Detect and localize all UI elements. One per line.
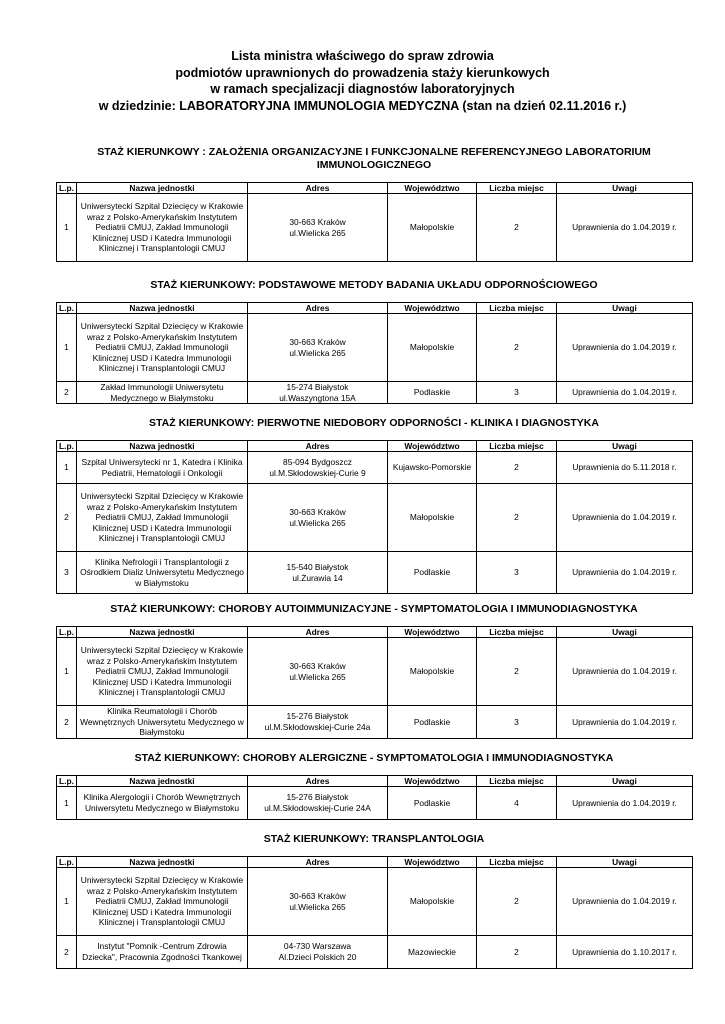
cell-voivodeship: Małopolskie xyxy=(388,314,477,382)
cell-address xyxy=(248,706,388,739)
cell-name: Klinika Alergologii i Chorób Wewnętrznych Uniwersytetu Medycznego w Białymstoku xyxy=(77,787,248,820)
header-places: Liczba miejsc xyxy=(477,303,557,314)
header-lp: L.p. xyxy=(57,303,77,314)
institutions-table xyxy=(56,775,693,820)
cell-address xyxy=(248,382,388,404)
institutions-table xyxy=(56,302,693,404)
section-heading xyxy=(56,603,692,616)
section-3 xyxy=(56,417,692,594)
cell-places: 3 xyxy=(477,552,557,594)
cell-address xyxy=(248,936,388,969)
header-remarks: Uwagi xyxy=(557,183,693,194)
header-address: Adres xyxy=(248,183,388,194)
title-line-3: w ramach specjalizacji diagnostów laboratoryjnych xyxy=(210,82,515,96)
table-header-row xyxy=(57,441,693,452)
institutions-table xyxy=(56,856,693,969)
section-heading-line: STAŻ KIERUNKOWY : ZAŁOŻENIA ORGANIZACYJNE I FUNKCJONALNE REFERENCYJNEGO LABORATORIUM xyxy=(97,146,651,158)
table-row xyxy=(57,868,693,936)
header-remarks: Uwagi xyxy=(557,303,693,314)
table-row xyxy=(57,552,693,594)
header-remarks: Uwagi xyxy=(557,857,693,868)
cell-lp: 3 xyxy=(57,552,77,594)
address-line: ul.Wielicka 265 xyxy=(289,671,346,682)
cell-places: 2 xyxy=(477,868,557,936)
address-line: 30-663 Kraków xyxy=(289,216,346,227)
cell-voivodeship: Podlaskie xyxy=(388,382,477,404)
address-line: ul.Żurawia 14 xyxy=(292,572,343,583)
header-address: Adres xyxy=(248,441,388,452)
cell-lp: 1 xyxy=(57,787,77,820)
cell-voivodeship: Małopolskie xyxy=(388,194,477,262)
table-header-row xyxy=(57,627,693,638)
cell-lp: 1 xyxy=(57,638,77,706)
cell-places: 2 xyxy=(477,484,557,552)
cell-name: Szpital Uniwersytecki nr 1, Katedra i Klinika Pediatrii, Hematologii i Onkologii xyxy=(77,452,248,484)
section-heading xyxy=(56,833,692,846)
header-voivodeship: Województwo xyxy=(388,303,477,314)
cell-address xyxy=(248,452,388,484)
cell-remarks: Uprawnienia do 1.04.2019 r. xyxy=(557,484,693,552)
cell-places: 2 xyxy=(477,194,557,262)
cell-remarks: Uprawnienia do 1.04.2019 r. xyxy=(557,382,693,404)
address-line: 15-540 Białystok xyxy=(286,561,349,572)
header-places: Liczba miejsc xyxy=(477,627,557,638)
section-heading xyxy=(56,752,692,765)
header-name: Nazwa jednostki xyxy=(77,627,248,638)
cell-address xyxy=(248,314,388,382)
cell-remarks: Uprawnienia do 1.04.2019 r. xyxy=(557,706,693,739)
cell-voivodeship: Kujawsko-Pomorskie xyxy=(388,452,477,484)
cell-lp: 1 xyxy=(57,452,77,484)
header-places: Liczba miejsc xyxy=(477,183,557,194)
header-address: Adres xyxy=(248,776,388,787)
cell-address xyxy=(248,552,388,594)
section-heading xyxy=(56,279,692,292)
cell-lp: 2 xyxy=(57,936,77,969)
section-heading xyxy=(56,146,692,172)
cell-name: Uniwersytecki Szpital Dziecięcy w Krakowie wraz z Polsko-Amerykańskim Instytutem Pediatrii CMUJ, Zakład Immunologii Klinicznej USD i Katedra Immunologii Klinicznej i Transplantologii CMUJ xyxy=(77,638,248,706)
header-address: Adres xyxy=(248,857,388,868)
cell-name: Uniwersytecki Szpital Dziecięcy w Krakowie wraz z Polsko-Amerykańskim Instytutem Pediatrii CMUJ, Zakład Immunologii Klinicznej USD i Katedra Immunologii Klinicznej i Transplantologii CMUJ xyxy=(77,194,248,262)
cell-remarks: Uprawnienia do 1.04.2019 r. xyxy=(557,194,693,262)
header-remarks: Uwagi xyxy=(557,776,693,787)
cell-remarks: Uprawnienia do 5.11.2018 r. xyxy=(557,452,693,484)
header-voivodeship: Województwo xyxy=(388,776,477,787)
cell-name: Zakład Immunologii Uniwersytetu Medycznego w Białymstoku xyxy=(77,382,248,404)
cell-name: Klinika Reumatologii i Chorób Wewnętrznych Uniwersytetu Medycznego w Białymstoku xyxy=(77,706,248,739)
title-line-4: w dziedzinie: LABORATORYJNA IMMUNOLOGIA MEDYCZNA (stan na dzień 02.11.2016 r.) xyxy=(98,98,627,113)
cell-places: 3 xyxy=(477,382,557,404)
section-heading-line: STAŻ KIERUNKOWY: CHOROBY ALERGICZNE - SYMPTOMATOLOGIA I IMMUNODIAGNOSTYKA xyxy=(134,752,614,764)
header-places: Liczba miejsc xyxy=(477,857,557,868)
header-voivodeship: Województwo xyxy=(388,857,477,868)
page-title xyxy=(0,48,725,114)
address-line: ul.Waszyngtona 15A xyxy=(279,392,356,403)
header-lp: L.p. xyxy=(57,627,77,638)
header-name: Nazwa jednostki xyxy=(77,303,248,314)
cell-places: 3 xyxy=(477,706,557,739)
address-line: ul.M.Skłodowskiej-Curie 24a xyxy=(264,722,371,732)
cell-lp: 1 xyxy=(57,868,77,936)
cell-address xyxy=(248,194,388,262)
header-name: Nazwa jednostki xyxy=(77,857,248,868)
table-row xyxy=(57,314,693,382)
header-name: Nazwa jednostki xyxy=(77,183,248,194)
cell-lp: 1 xyxy=(57,194,77,262)
header-remarks: Uwagi xyxy=(557,627,693,638)
header-voivodeship: Województwo xyxy=(388,441,477,452)
header-name: Nazwa jednostki xyxy=(77,776,248,787)
section-heading-line: STAŻ KIERUNKOWY: TRANSPLANTOLOGIA xyxy=(263,833,485,845)
section-4 xyxy=(56,603,692,739)
cell-voivodeship: Podlaskie xyxy=(388,706,477,739)
section-heading xyxy=(56,417,692,430)
cell-name: Klinika Nefrologii i Transplantologii z Ośrodkiem Dializ Uniwersytetu Medycznego w Białymstoku xyxy=(77,552,248,594)
cell-address xyxy=(248,484,388,552)
cell-remarks: Uprawnienia do 1.04.2019 r. xyxy=(557,552,693,594)
cell-places: 2 xyxy=(477,936,557,969)
cell-places: 2 xyxy=(477,452,557,484)
cell-voivodeship: Podlaskie xyxy=(388,552,477,594)
cell-address xyxy=(248,787,388,820)
cell-remarks: Uprawnienia do 1.04.2019 r. xyxy=(557,868,693,936)
header-lp: L.p. xyxy=(57,441,77,452)
address-line: ul.M.Skłodowskiej-Curie 24A xyxy=(264,803,371,813)
table-row xyxy=(57,194,693,262)
address-line: ul.Wielicka 265 xyxy=(289,227,346,238)
address-line: 85-094 Bydgoszcz xyxy=(283,456,352,467)
cell-voivodeship: Podlaskie xyxy=(388,787,477,820)
table-row xyxy=(57,706,693,739)
cell-lp: 2 xyxy=(57,382,77,404)
address-line: 30-663 Kraków xyxy=(289,506,346,517)
cell-address xyxy=(248,638,388,706)
section-6 xyxy=(56,833,692,969)
section-heading-line: STAŻ KIERUNKOWY: PODSTAWOWE METODY BADANIA UKŁADU ODPORNOŚCIOWEGO xyxy=(150,279,598,291)
cell-lp: 2 xyxy=(57,706,77,739)
table-row xyxy=(57,452,693,484)
cell-remarks: Uprawnienia do 1.10.2017 r. xyxy=(557,936,693,969)
section-heading-line: STAŻ KIERUNKOWY: CHOROBY AUTOIMMUNIZACYJNE - SYMPTOMATOLOGIA I IMMUNODIAGNOSTYKA xyxy=(110,603,638,615)
table-header-row xyxy=(57,776,693,787)
cell-name: Uniwersytecki Szpital Dziecięcy w Krakowie wraz z Polsko-Amerykańskim Instytutem Pediatrii CMUJ, Zakład Immunologii Klinicznej USD i Katedra Immunologii Klinicznej i Transplantologii CMUJ xyxy=(77,484,248,552)
address-line: 04-730 Warszawa xyxy=(283,941,352,952)
header-remarks: Uwagi xyxy=(557,441,693,452)
address-line: ul.Wielicka 265 xyxy=(289,347,346,358)
address-line: ul.Wielicka 265 xyxy=(289,901,346,912)
address-line: ul.M.Skłodowskiej-Curie 9 xyxy=(269,467,366,478)
header-name: Nazwa jednostki xyxy=(77,441,248,452)
header-voivodeship: Województwo xyxy=(388,183,477,194)
cell-voivodeship: Małopolskie xyxy=(388,868,477,936)
table-header-row xyxy=(57,303,693,314)
cell-voivodeship: Mazowieckie xyxy=(388,936,477,969)
table-header-row xyxy=(57,857,693,868)
address-line: 30-663 Kraków xyxy=(289,336,346,347)
header-address: Adres xyxy=(248,303,388,314)
section-heading-line: STAŻ KIERUNKOWY: PIERWOTNE NIEDOBORY ODPORNOŚCI - KLINIKA I DIAGNOSTYKA xyxy=(149,417,599,429)
cell-remarks: Uprawnienia do 1.04.2019 r. xyxy=(557,638,693,706)
cell-lp: 2 xyxy=(57,484,77,552)
table-row xyxy=(57,382,693,404)
address-line: ul.Wielicka 265 xyxy=(289,517,346,528)
institutions-table xyxy=(56,626,693,739)
section-1 xyxy=(56,146,692,262)
header-places: Liczba miejsc xyxy=(477,441,557,452)
header-voivodeship: Województwo xyxy=(388,627,477,638)
cell-name: Uniwersytecki Szpital Dziecięcy w Krakowie wraz z Polsko-Amerykańskim Instytutem Pediatrii CMUJ, Zakład Immunologii Klinicznej USD i Katedra Immunologii Klinicznej i Transplantologii CMUJ xyxy=(77,314,248,382)
header-lp: L.p. xyxy=(57,857,77,868)
title-line-2: podmiotów uprawnionych do prowadzenia staży kierunkowych xyxy=(175,65,550,80)
section-2 xyxy=(56,279,692,404)
cell-address xyxy=(248,868,388,936)
address-line: Al.Dzieci Polskich 20 xyxy=(278,952,357,962)
institutions-table xyxy=(56,440,693,594)
title-line-1: Lista ministra właściwego do spraw zdrowia xyxy=(231,49,494,63)
address-line: 15-276 Białystok xyxy=(286,792,349,803)
cell-name: Uniwersytecki Szpital Dziecięcy w Krakowie wraz z Polsko-Amerykańskim Instytutem Pediatrii CMUJ, Zakład Immunologii Klinicznej USD i Katedra Immunologii Klinicznej i Transplantologii CMUJ xyxy=(77,868,248,936)
cell-places: 4 xyxy=(477,787,557,820)
cell-remarks: Uprawnienia do 1.04.2019 r. xyxy=(557,787,693,820)
cell-lp: 1 xyxy=(57,314,77,382)
cell-remarks: Uprawnienia do 1.04.2019 r. xyxy=(557,314,693,382)
address-line: 30-663 Kraków xyxy=(289,890,346,901)
table-row xyxy=(57,936,693,969)
table-row xyxy=(57,484,693,552)
cell-places: 2 xyxy=(477,314,557,382)
address-line: 15-276 Białystok xyxy=(286,711,349,722)
section-heading-line: IMMUNOLOGICZNEGO xyxy=(316,159,432,171)
cell-name: Instytut "Pomnik -Centrum Zdrowia Dziecka", Pracownia Zgodności Tkankowej xyxy=(77,936,248,969)
section-5 xyxy=(56,752,692,820)
table-row xyxy=(57,638,693,706)
cell-places: 2 xyxy=(477,638,557,706)
address-line: 15-274 Białystok xyxy=(286,382,349,392)
table-header-row xyxy=(57,183,693,194)
address-line: 30-663 Kraków xyxy=(289,660,346,671)
table-row xyxy=(57,787,693,820)
header-lp: L.p. xyxy=(57,776,77,787)
cell-voivodeship: Małopolskie xyxy=(388,638,477,706)
cell-voivodeship: Małopolskie xyxy=(388,484,477,552)
header-places: Liczba miejsc xyxy=(477,776,557,787)
header-address: Adres xyxy=(248,627,388,638)
header-lp: L.p. xyxy=(57,183,77,194)
institutions-table xyxy=(56,182,693,262)
